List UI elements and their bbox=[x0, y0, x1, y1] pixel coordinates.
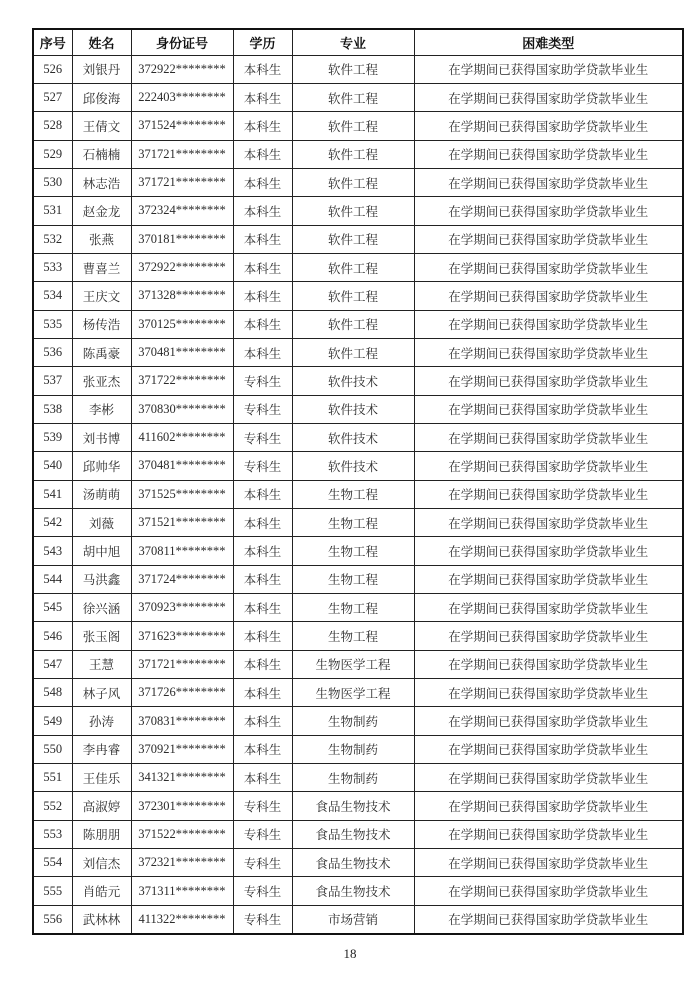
cell-difficulty-type: 在学期间已获得国家助学贷款毕业生 bbox=[414, 537, 683, 565]
cell-education: 本科生 bbox=[233, 310, 292, 338]
cell-education: 本科生 bbox=[233, 112, 292, 140]
table-row bbox=[33, 622, 683, 650]
table-body bbox=[33, 55, 683, 934]
cell-name: 王庆文 bbox=[72, 282, 131, 310]
cell-difficulty-type: 在学期间已获得国家助学贷款毕业生 bbox=[414, 395, 683, 423]
header-major: 专业 bbox=[292, 29, 414, 55]
cell-education: 本科生 bbox=[233, 679, 292, 707]
table-row bbox=[33, 310, 683, 338]
cell-major: 生物制药 bbox=[292, 764, 414, 792]
cell-major: 生物工程 bbox=[292, 622, 414, 650]
cell-id-number: 372922******** bbox=[131, 253, 233, 281]
cell-index: 554 bbox=[33, 849, 72, 877]
cell-major: 软件技术 bbox=[292, 423, 414, 451]
cell-index: 538 bbox=[33, 395, 72, 423]
cell-difficulty-type: 在学期间已获得国家助学贷款毕业生 bbox=[414, 622, 683, 650]
table-row bbox=[33, 905, 683, 933]
cell-education: 本科生 bbox=[233, 83, 292, 111]
cell-major: 软件技术 bbox=[292, 395, 414, 423]
table-row bbox=[33, 594, 683, 622]
table-row bbox=[33, 509, 683, 537]
cell-id-number: 371521******** bbox=[131, 509, 233, 537]
cell-name: 徐兴涵 bbox=[72, 594, 131, 622]
cell-difficulty-type: 在学期间已获得国家助学贷款毕业生 bbox=[414, 310, 683, 338]
table-row bbox=[33, 480, 683, 508]
cell-index: 530 bbox=[33, 168, 72, 196]
cell-index: 544 bbox=[33, 565, 72, 593]
cell-id-number: 370181******** bbox=[131, 225, 233, 253]
table-row bbox=[33, 537, 683, 565]
cell-education: 专科生 bbox=[233, 452, 292, 480]
cell-name: 肖皓元 bbox=[72, 877, 131, 905]
cell-index: 552 bbox=[33, 792, 72, 820]
cell-index: 542 bbox=[33, 509, 72, 537]
cell-index: 537 bbox=[33, 367, 72, 395]
cell-index: 528 bbox=[33, 112, 72, 140]
cell-major: 软件工程 bbox=[292, 338, 414, 366]
cell-index: 549 bbox=[33, 707, 72, 735]
table-row bbox=[33, 792, 683, 820]
cell-index: 534 bbox=[33, 282, 72, 310]
cell-difficulty-type: 在学期间已获得国家助学贷款毕业生 bbox=[414, 452, 683, 480]
cell-name: 张玉阁 bbox=[72, 622, 131, 650]
header-education: 学历 bbox=[233, 29, 292, 55]
cell-difficulty-type: 在学期间已获得国家助学贷款毕业生 bbox=[414, 112, 683, 140]
cell-id-number: 411322******** bbox=[131, 905, 233, 933]
cell-name: 杨传浩 bbox=[72, 310, 131, 338]
cell-index: 532 bbox=[33, 225, 72, 253]
cell-id-number: 371623******** bbox=[131, 622, 233, 650]
cell-name: 张燕 bbox=[72, 225, 131, 253]
cell-name: 汤萌萌 bbox=[72, 480, 131, 508]
table-row bbox=[33, 820, 683, 848]
cell-major: 食品生物技术 bbox=[292, 820, 414, 848]
cell-education: 本科生 bbox=[233, 225, 292, 253]
cell-major: 市场营销 bbox=[292, 905, 414, 933]
cell-major: 生物工程 bbox=[292, 594, 414, 622]
cell-major: 软件工程 bbox=[292, 112, 414, 140]
table-row bbox=[33, 395, 683, 423]
cell-id-number: 370921******** bbox=[131, 735, 233, 763]
cell-difficulty-type: 在学期间已获得国家助学贷款毕业生 bbox=[414, 735, 683, 763]
cell-id-number: 371721******** bbox=[131, 168, 233, 196]
cell-id-number: 371328******** bbox=[131, 282, 233, 310]
cell-index: 527 bbox=[33, 83, 72, 111]
cell-name: 刘薇 bbox=[72, 509, 131, 537]
cell-name: 马洪鑫 bbox=[72, 565, 131, 593]
cell-name: 赵金龙 bbox=[72, 197, 131, 225]
cell-education: 专科生 bbox=[233, 423, 292, 451]
cell-index: 545 bbox=[33, 594, 72, 622]
cell-major: 生物工程 bbox=[292, 480, 414, 508]
header-difficulty-type: 困难类型 bbox=[414, 29, 683, 55]
table-row bbox=[33, 55, 683, 83]
cell-name: 陈朋朋 bbox=[72, 820, 131, 848]
cell-education: 本科生 bbox=[233, 537, 292, 565]
cell-major: 食品生物技术 bbox=[292, 792, 414, 820]
cell-major: 软件工程 bbox=[292, 197, 414, 225]
table-row bbox=[33, 112, 683, 140]
table-row bbox=[33, 168, 683, 196]
cell-name: 张亚杰 bbox=[72, 367, 131, 395]
cell-major: 生物制药 bbox=[292, 735, 414, 763]
cell-difficulty-type: 在学期间已获得国家助学贷款毕业生 bbox=[414, 849, 683, 877]
cell-index: 543 bbox=[33, 537, 72, 565]
table-row bbox=[33, 679, 683, 707]
cell-index: 550 bbox=[33, 735, 72, 763]
cell-name: 武林林 bbox=[72, 905, 131, 933]
cell-difficulty-type: 在学期间已获得国家助学贷款毕业生 bbox=[414, 650, 683, 678]
cell-id-number: 371721******** bbox=[131, 140, 233, 168]
table-row bbox=[33, 565, 683, 593]
table-row bbox=[33, 707, 683, 735]
cell-difficulty-type: 在学期间已获得国家助学贷款毕业生 bbox=[414, 905, 683, 933]
cell-index: 533 bbox=[33, 253, 72, 281]
cell-education: 本科生 bbox=[233, 707, 292, 735]
cell-major: 软件工程 bbox=[292, 282, 414, 310]
cell-education: 本科生 bbox=[233, 338, 292, 366]
cell-name: 陈禹豪 bbox=[72, 338, 131, 366]
header-name: 姓名 bbox=[72, 29, 131, 55]
cell-index: 526 bbox=[33, 55, 72, 83]
cell-major: 食品生物技术 bbox=[292, 849, 414, 877]
cell-education: 专科生 bbox=[233, 395, 292, 423]
table-row bbox=[33, 338, 683, 366]
table-row bbox=[33, 367, 683, 395]
cell-major: 软件工程 bbox=[292, 140, 414, 168]
cell-name: 石楠楠 bbox=[72, 140, 131, 168]
cell-difficulty-type: 在学期间已获得国家助学贷款毕业生 bbox=[414, 565, 683, 593]
cell-name: 邱俊海 bbox=[72, 83, 131, 111]
table-row bbox=[33, 253, 683, 281]
cell-major: 食品生物技术 bbox=[292, 877, 414, 905]
cell-name: 林子风 bbox=[72, 679, 131, 707]
cell-education: 本科生 bbox=[233, 282, 292, 310]
student-aid-table bbox=[32, 28, 684, 935]
table-row bbox=[33, 849, 683, 877]
cell-education: 专科生 bbox=[233, 367, 292, 395]
cell-major: 生物工程 bbox=[292, 565, 414, 593]
cell-education: 专科生 bbox=[233, 849, 292, 877]
cell-difficulty-type: 在学期间已获得国家助学贷款毕业生 bbox=[414, 55, 683, 83]
cell-index: 548 bbox=[33, 679, 72, 707]
cell-name: 孙涛 bbox=[72, 707, 131, 735]
cell-difficulty-type: 在学期间已获得国家助学贷款毕业生 bbox=[414, 197, 683, 225]
cell-name: 李冉睿 bbox=[72, 735, 131, 763]
cell-index: 546 bbox=[33, 622, 72, 650]
cell-index: 536 bbox=[33, 338, 72, 366]
cell-id-number: 370481******** bbox=[131, 452, 233, 480]
cell-name: 刘信杰 bbox=[72, 849, 131, 877]
cell-difficulty-type: 在学期间已获得国家助学贷款毕业生 bbox=[414, 423, 683, 451]
cell-name: 刘银丹 bbox=[72, 55, 131, 83]
cell-difficulty-type: 在学期间已获得国家助学贷款毕业生 bbox=[414, 792, 683, 820]
cell-education: 本科生 bbox=[233, 594, 292, 622]
cell-difficulty-type: 在学期间已获得国家助学贷款毕业生 bbox=[414, 83, 683, 111]
table-row bbox=[33, 83, 683, 111]
cell-index: 541 bbox=[33, 480, 72, 508]
cell-id-number: 372324******** bbox=[131, 197, 233, 225]
cell-difficulty-type: 在学期间已获得国家助学贷款毕业生 bbox=[414, 338, 683, 366]
table-row bbox=[33, 197, 683, 225]
cell-id-number: 371525******** bbox=[131, 480, 233, 508]
cell-name: 李彬 bbox=[72, 395, 131, 423]
cell-index: 547 bbox=[33, 650, 72, 678]
cell-difficulty-type: 在学期间已获得国家助学贷款毕业生 bbox=[414, 764, 683, 792]
cell-name: 刘书博 bbox=[72, 423, 131, 451]
cell-index: 529 bbox=[33, 140, 72, 168]
cell-difficulty-type: 在学期间已获得国家助学贷款毕业生 bbox=[414, 877, 683, 905]
cell-name: 邱帅华 bbox=[72, 452, 131, 480]
cell-difficulty-type: 在学期间已获得国家助学贷款毕业生 bbox=[414, 707, 683, 735]
cell-major: 软件技术 bbox=[292, 367, 414, 395]
cell-difficulty-type: 在学期间已获得国家助学贷款毕业生 bbox=[414, 367, 683, 395]
cell-difficulty-type: 在学期间已获得国家助学贷款毕业生 bbox=[414, 282, 683, 310]
cell-name: 王慧 bbox=[72, 650, 131, 678]
cell-id-number: 370830******** bbox=[131, 395, 233, 423]
cell-id-number: 371724******** bbox=[131, 565, 233, 593]
cell-index: 553 bbox=[33, 820, 72, 848]
cell-education: 专科生 bbox=[233, 905, 292, 933]
cell-major: 生物工程 bbox=[292, 537, 414, 565]
cell-education: 本科生 bbox=[233, 55, 292, 83]
cell-major: 软件工程 bbox=[292, 253, 414, 281]
cell-id-number: 370923******** bbox=[131, 594, 233, 622]
cell-id-number: 370481******** bbox=[131, 338, 233, 366]
cell-id-number: 372301******** bbox=[131, 792, 233, 820]
cell-education: 本科生 bbox=[233, 650, 292, 678]
cell-education: 本科生 bbox=[233, 735, 292, 763]
cell-name: 林志浩 bbox=[72, 168, 131, 196]
cell-education: 专科生 bbox=[233, 877, 292, 905]
table-row bbox=[33, 764, 683, 792]
cell-major: 软件工程 bbox=[292, 83, 414, 111]
cell-id-number: 371722******** bbox=[131, 367, 233, 395]
cell-name: 高淑婷 bbox=[72, 792, 131, 820]
cell-id-number: 372321******** bbox=[131, 849, 233, 877]
cell-education: 专科生 bbox=[233, 792, 292, 820]
cell-index: 539 bbox=[33, 423, 72, 451]
cell-name: 王倩文 bbox=[72, 112, 131, 140]
cell-education: 本科生 bbox=[233, 140, 292, 168]
page-number: 18 bbox=[343, 946, 357, 961]
cell-education: 本科生 bbox=[233, 168, 292, 196]
cell-education: 本科生 bbox=[233, 565, 292, 593]
cell-education: 本科生 bbox=[233, 253, 292, 281]
cell-name: 王佳乐 bbox=[72, 764, 131, 792]
cell-id-number: 411602******** bbox=[131, 423, 233, 451]
cell-id-number: 371524******** bbox=[131, 112, 233, 140]
cell-major: 软件工程 bbox=[292, 225, 414, 253]
cell-id-number: 370811******** bbox=[131, 537, 233, 565]
cell-id-number: 371522******** bbox=[131, 820, 233, 848]
cell-id-number: 370125******** bbox=[131, 310, 233, 338]
table-row bbox=[33, 735, 683, 763]
cell-index: 556 bbox=[33, 905, 72, 933]
cell-major: 生物医学工程 bbox=[292, 679, 414, 707]
table-row bbox=[33, 140, 683, 168]
cell-id-number: 371311******** bbox=[131, 877, 233, 905]
header-index: 序号 bbox=[33, 29, 72, 55]
cell-education: 本科生 bbox=[233, 509, 292, 537]
header-id-number: 身份证号 bbox=[131, 29, 233, 55]
cell-index: 551 bbox=[33, 764, 72, 792]
table-row bbox=[33, 423, 683, 451]
cell-major: 软件技术 bbox=[292, 452, 414, 480]
cell-difficulty-type: 在学期间已获得国家助学贷款毕业生 bbox=[414, 679, 683, 707]
cell-id-number: 222403******** bbox=[131, 83, 233, 111]
cell-name: 胡中旭 bbox=[72, 537, 131, 565]
cell-id-number: 371721******** bbox=[131, 650, 233, 678]
cell-index: 555 bbox=[33, 877, 72, 905]
cell-id-number: 341321******** bbox=[131, 764, 233, 792]
cell-difficulty-type: 在学期间已获得国家助学贷款毕业生 bbox=[414, 480, 683, 508]
cell-index: 540 bbox=[33, 452, 72, 480]
table-row bbox=[33, 877, 683, 905]
cell-education: 本科生 bbox=[233, 480, 292, 508]
cell-id-number: 371726******** bbox=[131, 679, 233, 707]
cell-major: 生物制药 bbox=[292, 707, 414, 735]
cell-major: 软件工程 bbox=[292, 310, 414, 338]
cell-education: 本科生 bbox=[233, 764, 292, 792]
table-row bbox=[33, 452, 683, 480]
table-row bbox=[33, 650, 683, 678]
table-header-row bbox=[33, 29, 683, 55]
cell-difficulty-type: 在学期间已获得国家助学贷款毕业生 bbox=[414, 253, 683, 281]
cell-difficulty-type: 在学期间已获得国家助学贷款毕业生 bbox=[414, 820, 683, 848]
cell-major: 软件工程 bbox=[292, 168, 414, 196]
cell-major: 生物医学工程 bbox=[292, 650, 414, 678]
cell-index: 531 bbox=[33, 197, 72, 225]
cell-difficulty-type: 在学期间已获得国家助学贷款毕业生 bbox=[414, 509, 683, 537]
cell-education: 本科生 bbox=[233, 622, 292, 650]
cell-education: 本科生 bbox=[233, 197, 292, 225]
table-row bbox=[33, 282, 683, 310]
cell-id-number: 370831******** bbox=[131, 707, 233, 735]
table-row bbox=[33, 225, 683, 253]
cell-major: 软件工程 bbox=[292, 55, 414, 83]
cell-index: 535 bbox=[33, 310, 72, 338]
cell-difficulty-type: 在学期间已获得国家助学贷款毕业生 bbox=[414, 225, 683, 253]
cell-id-number: 372922******** bbox=[131, 55, 233, 83]
cell-major: 生物工程 bbox=[292, 509, 414, 537]
cell-difficulty-type: 在学期间已获得国家助学贷款毕业生 bbox=[414, 140, 683, 168]
cell-education: 专科生 bbox=[233, 820, 292, 848]
cell-difficulty-type: 在学期间已获得国家助学贷款毕业生 bbox=[414, 594, 683, 622]
cell-difficulty-type: 在学期间已获得国家助学贷款毕业生 bbox=[414, 168, 683, 196]
cell-name: 曹喜兰 bbox=[72, 253, 131, 281]
